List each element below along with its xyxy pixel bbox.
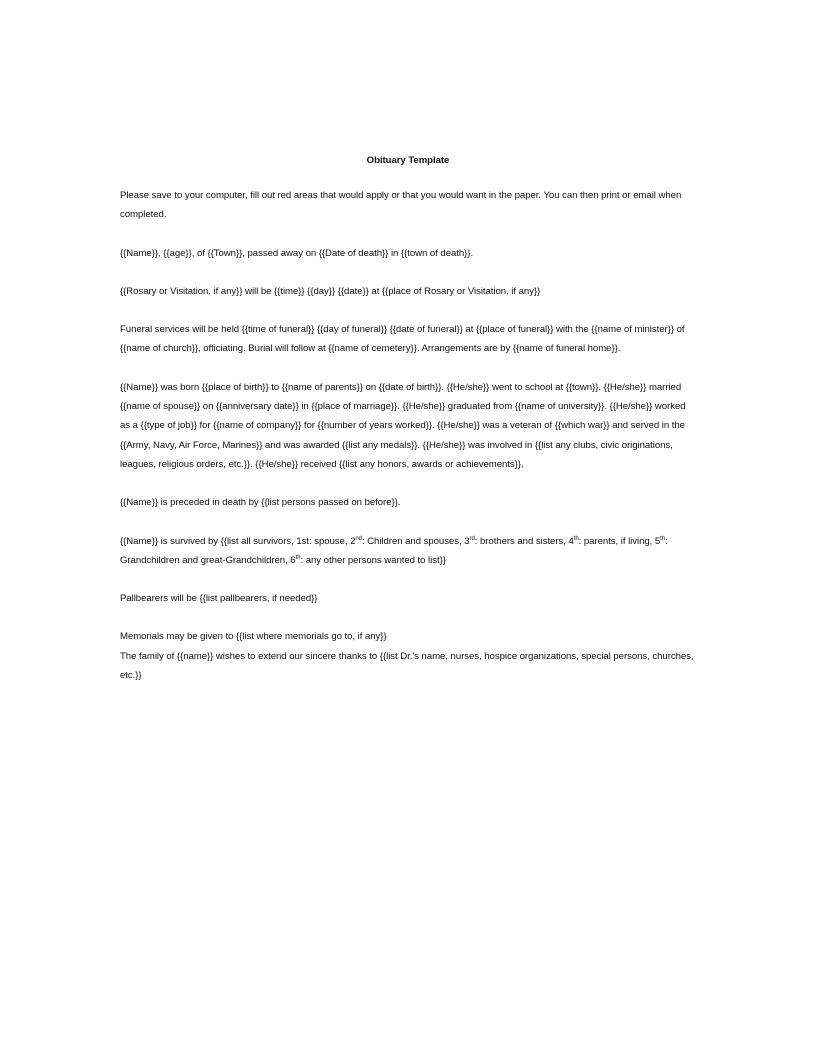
- survived-sup-4: th: [660, 535, 666, 542]
- survived-sup-2: rd: [469, 535, 475, 542]
- document-page: [120, 154, 696, 704]
- rosary-paragraph: {{Rosary or Visitation, if any}} will be {{time}} {{day}} {{date}} at {{place of Rosary or Visitation, if any}}: [120, 285, 541, 297]
- survived-text-3: : brothers and sisters, 4: [474, 535, 574, 547]
- thanks-paragraph: The family of {{name}} wishes to extend our sincere thanks to {{list Dr.'s name, nurses, hospice organizations, special persons, churches, etc.}}: [120, 650, 694, 682]
- survived-sup-1: nd: [355, 535, 362, 542]
- survived-paragraph: [120, 532, 696, 571]
- survived-sup-5: th: [295, 554, 301, 561]
- instructions-paragraph: Please save to your computer, fill out red areas that would apply or that you would want in the paper. You can then print or email when completed.: [120, 190, 682, 221]
- survived-text-4: : parents, if living, 5: [578, 535, 661, 547]
- survived-text-6: : any other persons wanted to list}}: [300, 554, 446, 566]
- survived-text-1: {{Name}} is survived by {{list all survivors, 1st: spouse, 2: [120, 535, 356, 547]
- survived-text-5: : Grandchildren and great-Grandchildren, 6: [120, 535, 668, 566]
- biography-paragraph: {{Name}} was born {{place of birth}} to {{name of parents}} on {{date of birth}}. {{He/she}} went to school at {{town}}. {{He/she}} married {{name of spouse}} on {{anniversary date}} in {{place of marriage}}. {{He/she}} graduated from {{name of university}}. {{He/she}} worked as a {{type of job}} for {{name of company}} for {{number of years worked}}. {{He/she}} was a veteran of {{which war}} and served in the {{Army, Navy, Air Force, Marines}} and was awarded {{list any medals}}. {{He/she}} was involved in {{list any clubs, civic originations, leagues, religious orders, etc.}}. {{He/she}} received {{list any honors, awards or achievements}}.: [120, 381, 686, 470]
- pallbearers-paragraph: Pallbearers will be {{list pallbearers, if needed}}: [120, 593, 318, 605]
- memorials-paragraph: Memorials may be given to {{list where memorials go to, if any}}: [120, 631, 387, 643]
- preceded-paragraph: {{Name}} is preceded in death by {{list persons passed on before}}.: [120, 497, 401, 509]
- survived-text-2: : Children and spouses, 3: [361, 535, 470, 547]
- death-notice-paragraph: {{Name}}, {{age}}, of {{Town}}, passed away on {{Date of death}} in {{town of death}}.: [120, 247, 474, 259]
- funeral-paragraph: Funeral services will be held {{time of funeral}} {{day of funeral}} {{date of funeral}} at {{place of funeral}} with the {{name of minister}} of {{name of church}}, officiating. Burial will follow at {{name of cemetery}}. Arrangements are by {{name of funeral home}}.: [120, 324, 685, 355]
- survived-sup-3: th: [573, 535, 579, 542]
- document-title: Obituary Template: [366, 155, 450, 166]
